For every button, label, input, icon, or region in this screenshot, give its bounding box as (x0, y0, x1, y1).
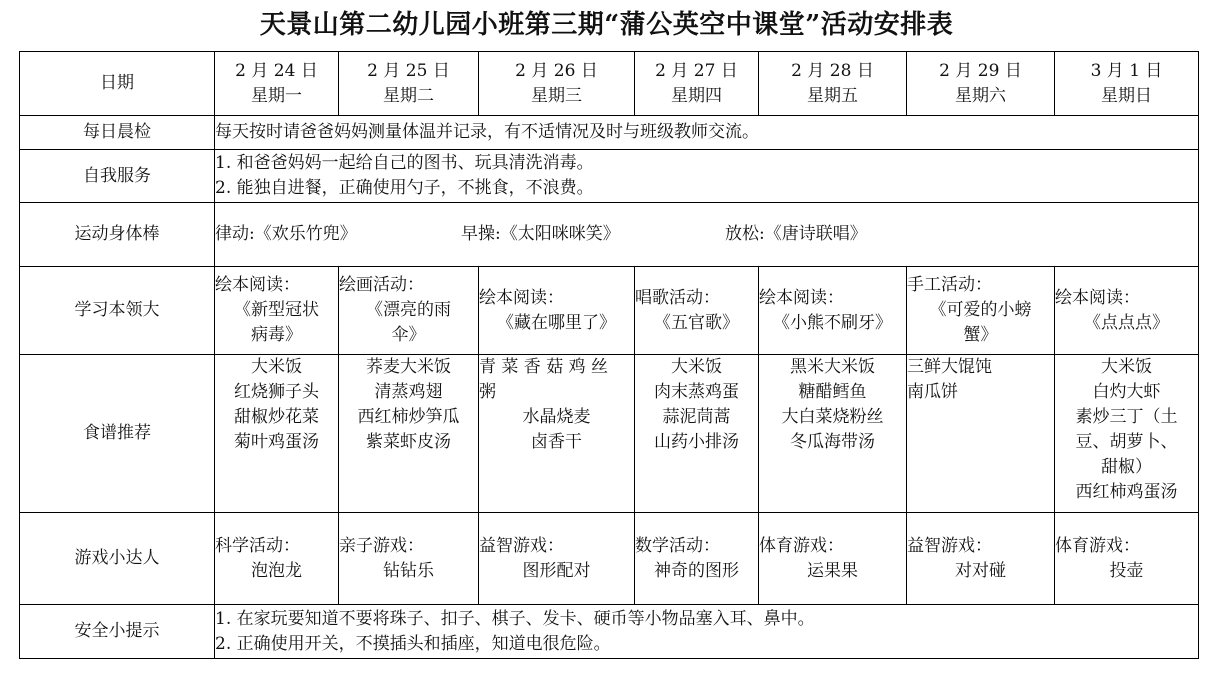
recipes-row (20, 355, 1199, 513)
learning-line: 绘本阅读： (1055, 287, 1140, 308)
day-date: 2 月 27 日 (655, 60, 738, 81)
recipe-line: 大白菜烧粉丝 (781, 407, 884, 427)
learning-line: 《漂亮的雨 (366, 300, 451, 320)
learning-line: 绘本阅读： (479, 287, 564, 308)
morning-check-text: 每天按时请爸爸妈妈测量体温并记录，有不适情况及时与班级教师交流。 (215, 116, 1199, 150)
games-row (20, 513, 1199, 605)
recipe-line: 粥 (479, 382, 496, 402)
recipe-cell (339, 355, 479, 513)
day-date: 3 月 1 日 (1090, 60, 1163, 81)
recipe-cell (479, 355, 635, 513)
day-weekday: 星期一 (251, 85, 302, 106)
day-date: 2 月 24 日 (235, 60, 318, 81)
row-label: 食谱推荐 (20, 355, 215, 513)
day-header (635, 52, 759, 116)
learning-line: 唱歌活动： (635, 287, 720, 308)
recipe-line: 素炒三丁（土 (1075, 407, 1178, 427)
learning-line: 绘本阅读： (759, 287, 844, 308)
recipe-line: 大米饭 (671, 357, 722, 377)
game-line: 运果果 (807, 560, 858, 581)
recipe-line: 西红柿鸡蛋汤 (1075, 482, 1178, 502)
recipe-cell (1055, 355, 1199, 513)
recipe-line: 黑米大米饭 (790, 357, 875, 377)
row-label: 安全小提示 (20, 605, 215, 659)
learning-line: 伞》 (391, 325, 426, 345)
learning-line: 《五官歌》 (654, 312, 739, 333)
learning-line: 《小熊不刷牙》 (773, 312, 892, 333)
row-label: 游戏小达人 (20, 513, 215, 605)
game-line: 泡泡龙 (251, 560, 302, 581)
day-header (479, 52, 635, 116)
game-line: 科学活动： (215, 535, 300, 556)
row-label: 自我服务 (20, 150, 215, 203)
learning-line: 绘本阅读： (215, 275, 300, 295)
game-line: 投壶 (1109, 560, 1144, 581)
learning-line: 病毒》 (251, 325, 302, 345)
recipe-line: 紫菜虾皮汤 (366, 432, 451, 452)
day-date: 2 月 26 日 (515, 60, 598, 81)
day-date: 2 月 25 日 (367, 60, 450, 81)
learning-cell (635, 267, 759, 355)
schedule-table (19, 51, 1199, 659)
learning-line: 手工活动： (907, 275, 992, 295)
game-line: 钻钻乐 (383, 560, 434, 581)
recipe-line: 西红柿炒笋瓜 (357, 407, 460, 427)
game-line: 数学活动： (635, 535, 720, 556)
day-weekday: 星期五 (807, 85, 858, 106)
game-line: 体育游戏： (759, 535, 844, 556)
game-line: 益智游戏： (907, 535, 992, 556)
recipe-line: 甜椒炒花菜 (234, 407, 319, 427)
sports-content (215, 203, 1199, 267)
recipe-line: 南瓜饼 (907, 382, 958, 402)
sports-row (20, 203, 1199, 267)
recipe-line: 山药小排汤 (654, 432, 739, 452)
day-header (1055, 52, 1199, 116)
self-service-row (20, 150, 1199, 203)
safety-line: 2. 正确使用开关，不摸插头和插座，知道电很危险。 (215, 633, 611, 654)
sports-item: 放松:《唐诗联唱》 (725, 224, 867, 244)
game-cell (339, 513, 479, 605)
recipe-line: 大米饭 (1101, 357, 1152, 377)
day-weekday: 星期二 (383, 85, 434, 106)
day-weekday: 星期六 (955, 85, 1006, 106)
recipe-line: 甜椒） (1101, 457, 1152, 477)
row-label: 每日晨检 (20, 116, 215, 150)
self-service-content (215, 150, 1199, 203)
recipe-cell (759, 355, 907, 513)
recipe-line: 红烧狮子头 (234, 382, 319, 402)
recipe-line: 肉末蒸鸡蛋 (654, 382, 739, 402)
recipe-cell (215, 355, 339, 513)
learning-cell (215, 267, 339, 355)
learning-cell (339, 267, 479, 355)
recipe-line: 菊叶鸡蛋汤 (234, 432, 319, 452)
recipe-line: 三鲜大馄饨 (907, 357, 992, 377)
day-weekday: 星期日 (1101, 85, 1152, 106)
recipe-cell (635, 355, 759, 513)
recipe-line: 卤香干 (531, 432, 582, 452)
self-service-line: 2. 能独自进餐，正确使用勺子，不挑食，不浪费。 (215, 178, 594, 198)
learning-line: 《可爱的小螃 (929, 300, 1032, 320)
recipe-line: 豆、胡萝卜、 (1075, 432, 1178, 452)
game-line: 亲子游戏： (339, 535, 424, 556)
sports-item: 律动:《欢乐竹兜》 (215, 224, 357, 244)
morning-check-row (20, 116, 1199, 150)
learning-cell (479, 267, 635, 355)
game-cell (635, 513, 759, 605)
day-weekday: 星期四 (671, 85, 722, 106)
learning-line: 《点点点》 (1084, 312, 1169, 333)
game-line: 对对碰 (955, 560, 1006, 581)
recipe-line: 糖醋鳕鱼 (798, 382, 867, 402)
row-label: 运动身体棒 (20, 203, 215, 267)
recipe-line: 蒜泥茼蒿 (662, 407, 731, 427)
recipe-line: 青 菜 香 菇 鸡 丝 (479, 357, 609, 377)
game-line: 神奇的图形 (654, 560, 739, 581)
game-cell (759, 513, 907, 605)
learning-cell (1055, 267, 1199, 355)
learning-line: 绘画活动： (339, 275, 424, 295)
learning-line: 《藏在哪里了》 (497, 312, 616, 333)
recipe-cell (907, 355, 1055, 513)
day-header (339, 52, 479, 116)
recipe-line: 白灼大虾 (1092, 382, 1161, 402)
game-cell (479, 513, 635, 605)
page-title: 天景山第二幼儿园小班第三期“蒲公英空中课堂”活动安排表 (259, 10, 954, 40)
game-cell (1055, 513, 1199, 605)
safety-content (215, 605, 1199, 659)
learning-cell (759, 267, 907, 355)
header-row (20, 52, 1199, 116)
sports-item: 早操:《太阳咪咪笑》 (461, 224, 620, 244)
day-weekday: 星期三 (531, 85, 582, 106)
recipe-line: 冬瓜海带汤 (790, 432, 875, 452)
learning-cell (907, 267, 1055, 355)
learning-row (20, 267, 1199, 355)
recipe-line: 荞麦大米饭 (366, 357, 451, 377)
game-line: 图形配对 (522, 560, 591, 581)
learning-line: 《新型冠状 (234, 300, 319, 320)
game-line: 益智游戏： (479, 535, 564, 556)
day-date: 2 月 29 日 (939, 60, 1022, 81)
safety-line: 1. 在家玩要知道不要将珠子、扣子、棋子、发卡、硬币等小物品塞入耳、鼻中。 (215, 608, 815, 629)
day-header (215, 52, 339, 116)
safety-row (20, 605, 1199, 659)
game-cell (215, 513, 339, 605)
recipe-line: 大米饭 (251, 357, 302, 377)
header-label: 日期 (20, 52, 215, 116)
self-service-line: 1. 和爸爸妈妈一起给自己的图书、玩具清洗消毒。 (215, 153, 594, 173)
game-cell (907, 513, 1055, 605)
recipe-line: 水晶烧麦 (522, 407, 591, 427)
learning-line: 蟹》 (963, 325, 998, 345)
day-header (907, 52, 1055, 116)
game-line: 体育游戏： (1055, 535, 1140, 556)
row-label: 学习本领大 (20, 267, 215, 355)
day-date: 2 月 28 日 (791, 60, 874, 81)
day-header (759, 52, 907, 116)
recipe-line: 清蒸鸡翅 (374, 382, 443, 402)
